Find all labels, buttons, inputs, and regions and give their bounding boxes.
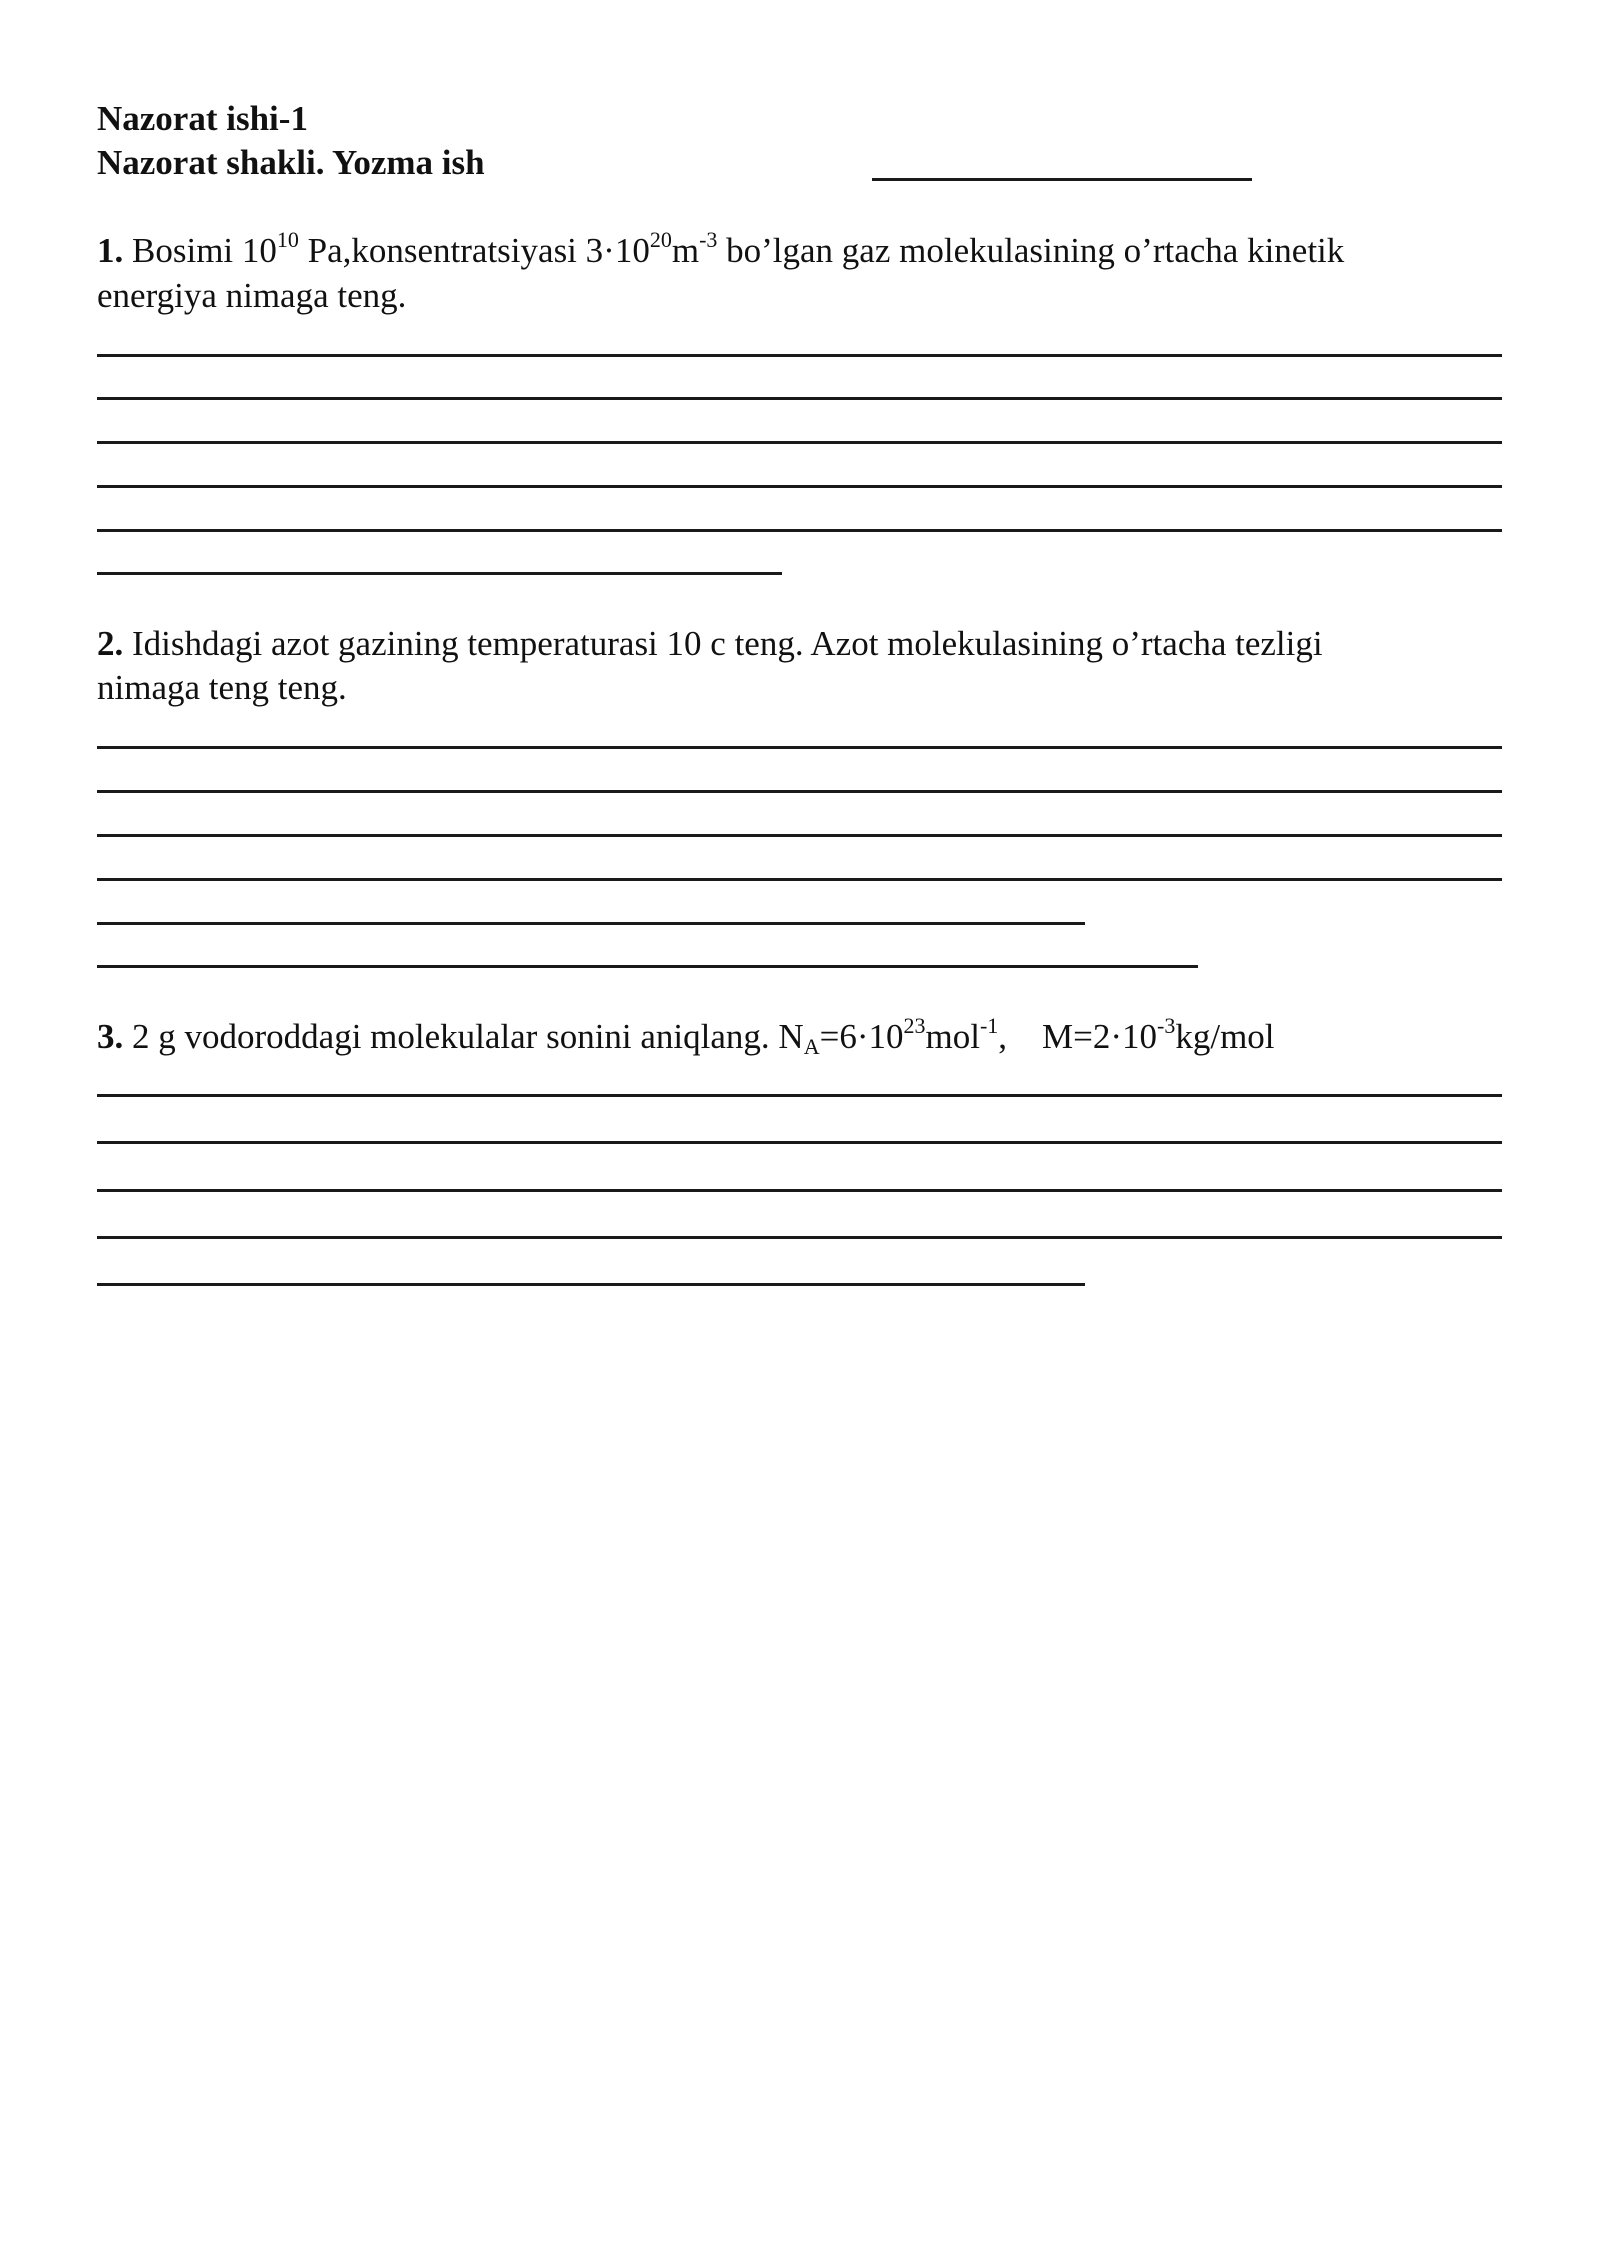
question-1-text: 1. Bosimi $10^{10}$ Pa,konsentratsiyasi $3\cdot 10^{20}m^{-3}$ bo’lgan gaz molekulasining o’rtacha kinetik [97,227,1345,270]
answer-line[interactable] [97,746,1502,749]
answer-line[interactable] [97,1236,1502,1239]
document-title: Nazorat ishi-1 [97,99,308,138]
question-3-number: 3. [97,1017,124,1056]
document-subtitle: Nazorat shakli. Yozma ish [97,143,485,182]
answer-line[interactable] [97,1141,1502,1144]
question-3-text: 3. 2 g vodoroddagi molekulalar sonini aniqlang. $N_A=6\cdot 10^{23}mol^{-1}$, $M=2\cdot 10^{-3}kg$/mol [97,1013,1275,1059]
answer-line[interactable] [97,572,782,575]
answer-line[interactable] [97,485,1502,488]
answer-line[interactable] [97,397,1502,400]
answer-line[interactable] [97,878,1502,881]
name-blank-line[interactable] [872,178,1252,181]
answer-line[interactable] [97,922,1085,925]
answer-line[interactable] [97,834,1502,837]
question-2-number: 2. [97,624,124,663]
answer-line[interactable] [97,1094,1502,1097]
answer-line[interactable] [97,790,1502,793]
answer-line[interactable] [97,1283,1085,1286]
answer-line[interactable] [97,354,1502,357]
question-1-number: 1. [97,231,124,270]
answer-line[interactable] [97,1189,1502,1192]
answer-line[interactable] [97,441,1502,444]
question-2-text: 2. Idishdagi azot gazining temperaturasi 10 c teng. Azot molekulasining o’rtacha tezligi [97,624,1323,663]
answer-line[interactable] [97,529,1502,532]
answer-line[interactable] [97,965,1198,968]
question-2-text-line-2: nimaga teng teng. [97,668,347,707]
question-1-text-line-2: energiya nimaga teng. [97,276,407,315]
